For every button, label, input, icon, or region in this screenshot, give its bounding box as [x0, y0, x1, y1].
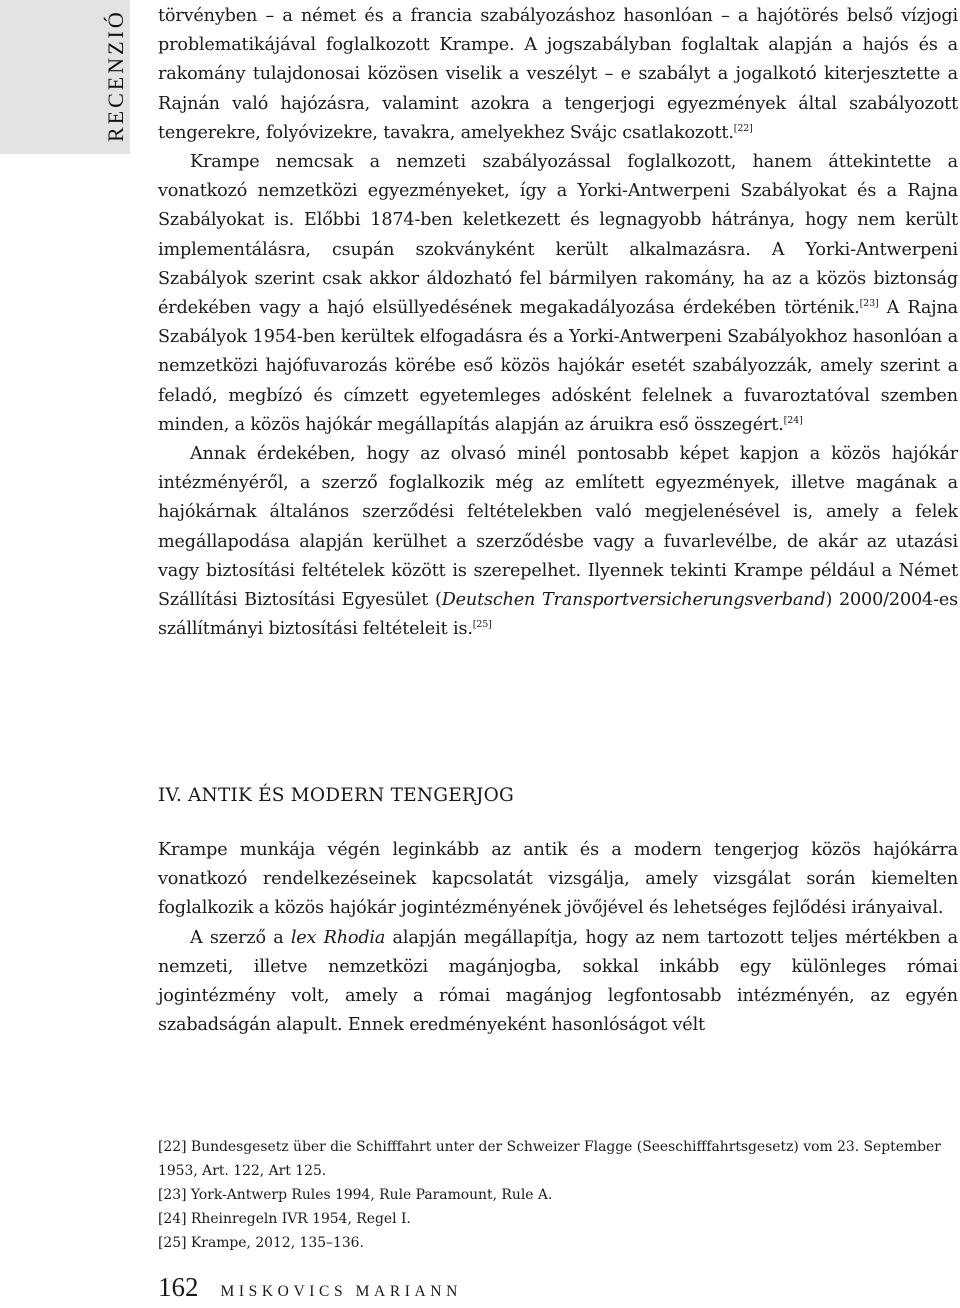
text-run: alapján megállapítja, hogy az nem tartozott teljes mértékben a nemzeti, illetve nemzetközi magánjogba, sokkal inkább egy különleges római jogintézmény volt, amely a római magánjog legfontosabb intézményén, az egyén szabadságán alapult. Ennek eredményeként hasonlóságot vélt [158, 927, 958, 1036]
text-run: törvényben – a német és a francia szabályozáshoz hasonlóan – a hajótörés belső vízjogi problematikájával foglalkozott Krampe. A jogszabályban foglaltak alapján a hajós és a rakomány tulajdonosai közösen viselik a veszélyt – e szabályt a jogalkotó kiterjesztette a Rajnán való hajózásra, valamint azokra a tengerjogi egyezmények által szabályozott tengerekre, folyóvizekre, tavakra, amelyekhez Svájc csatlakozott. [158, 6, 958, 143]
footnote-ref: [25] [472, 619, 492, 631]
text-run: ) 2000/2004-es szállítmányi biztosítási feltételeit is. [158, 590, 959, 640]
section-side-tab [0, 0, 130, 154]
side-tab-label: RECENZIÓ [103, 9, 128, 143]
text-run: A szerző a [190, 927, 291, 948]
body-text [158, 2, 958, 644]
paragraph [158, 440, 958, 644]
italic-text: Deutschen Transportversicherungsverband [441, 590, 826, 611]
paragraph [158, 2, 958, 148]
running-author: MISKOVICS MARIANN [220, 1283, 462, 1300]
text-run: Krampe munkája végén leginkább az antik és a modern tengerjog közös hajókárra vonatkozó rendelkezéseinek kapcsolatát vizsgálja, amely vizsgálat során kiemelten foglalkozik a közös hajókár jogintézményének jövőjével és lehetséges fejlődési irányaival. [158, 840, 958, 919]
footnote-23: [23] York-Antwerp Rules 1994, Rule Paramount, Rule A. [158, 1187, 553, 1203]
section-heading: IV. ANTIK ÉS MODERN TENGERJOG [158, 785, 514, 806]
paragraph [158, 924, 958, 1041]
italic-text: lex Rhodia [290, 927, 386, 948]
text-run: Krampe nemcsak a nemzeti szabályozással foglalkozott, hanem áttekintette a vonatkozó nemzetközi egyezményeket, így a Yorki-Antwerpeni Szabályokat és a Rajna Szabályokat is. Előbbi 1874-ben keletkezett és legnagyobb hátránya, hogy nem került implementálásra, csupán szokványként került alkalmazásra. A Yorki-Antwerpeni Szabályok szerint csak akkor áldozható fel bármilyen rakomány, ha az a közös biztonság érdekében vagy a hajó elsüllyedésének megakadályozása érdekében történik. [158, 152, 958, 319]
footnotes [158, 1135, 958, 1255]
footnote-ref: [22] [733, 122, 753, 134]
text-run: A Rajna Szabályok 1954-ben kerültek elfogadásra és a Yorki-Antwerpeni Szabályokhoz hasonlóan a nemzetközi hajófuvarozás körébe eső közös hajókár esetét szabályozzák, amely szerint a feladó, megbízó és címzett egyetemleges adósként felelnek a fuvaroztatóval szemben minden, a közös hajókár megállapítás alapján az áruikra eső összegért. [158, 298, 959, 435]
footnote-24: [24] Rheinregeln IVR 1954, Regel I. [158, 1211, 411, 1227]
page-number: 162 [158, 1272, 199, 1302]
page-footer [158, 1272, 462, 1308]
footnote-22: [22] Bundesgesetz über die Schifffahrt unter der Schweizer Flagge (Seeschifffahrtsgesetz) vom 23. September 1953, Art. 122, Art 125. [158, 1139, 941, 1179]
footnote-ref: [23] [859, 298, 879, 310]
footnote-ref: [24] [783, 414, 803, 426]
footnote-25: [25] Krampe, 2012, 135–136. [158, 1235, 364, 1251]
text-run: Annak érdekében, hogy az olvasó minél pontosabb képet kapjon a közös hajókár intézményéről, a szerző foglalkozik még az említett egyezmények, illetve magának a hajókárnak általános szerződési feltételekben való megjelenésével is, amely a felek megállapodása alapján kerülhet a szerződésbe vagy a fuvarlevélbe, de akár az utazási vagy biztosítási feltételek között is szerepelhet. Ilyennek tekinti Krampe például a Német Szállítási Biztosítási Egyesület ( [158, 444, 958, 611]
paragraph [158, 148, 958, 440]
section-body-text [158, 836, 958, 1040]
paragraph [158, 836, 958, 924]
